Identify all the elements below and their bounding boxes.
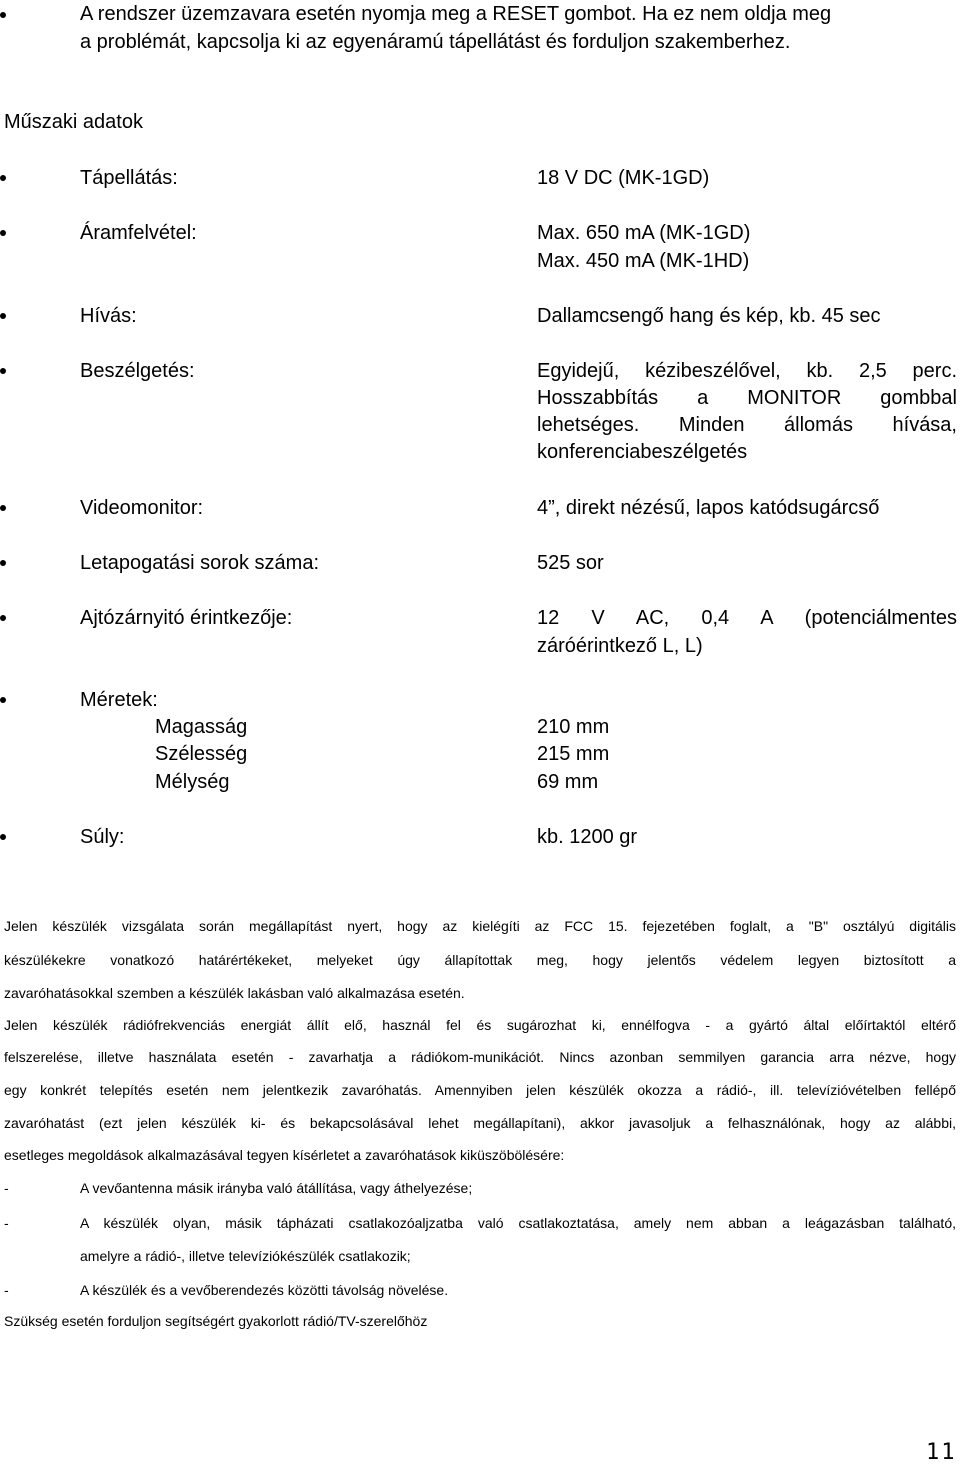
list-item-1: A vevőantenna másik irányba való átállítása, vagy áthelyezése; bbox=[80, 1180, 473, 1196]
spec-scan-value: 525 sor bbox=[537, 552, 604, 574]
spec-power-value: 18 V DC (MK-1GD) bbox=[537, 167, 710, 189]
spec-monitor-label: Videomonitor: bbox=[80, 497, 204, 519]
reset-instruction-line1: A rendszer üzemzavara esetén nyomja meg a RESET gombot. Ha ez nem oldja meg bbox=[80, 3, 832, 25]
spec-dims-width-value: 215 mm bbox=[537, 743, 610, 765]
list-dash: - bbox=[4, 1282, 9, 1298]
fcc-p2-line-4: zavaróhatást (ezt jelen készülék ki- és bekapcsolásával lehet megállapítani), akkor javasoljuk a felhasználónak, hogy az alábbi, bbox=[4, 1115, 956, 1131]
fcc-p1-line-1: Jelen készülék vizsgálata során megállapítást nyert, hogy az kielégíti az FCC 15. fejezetében foglalt, a "B" osztályú digitális bbox=[4, 918, 956, 934]
reset-instruction-line2: a problémát, kapcsolja ki az egyenáramú tápellátást és forduljon szakemberhez. bbox=[80, 31, 791, 53]
spec-talk-line-3: lehetséges. Minden állomás hívása, bbox=[537, 414, 957, 436]
spec-power-label: Tápellátás: bbox=[80, 167, 178, 189]
bullet-icon bbox=[0, 615, 6, 621]
bullet-icon bbox=[0, 834, 6, 840]
spec-current-label: Áramfelvétel: bbox=[80, 222, 197, 244]
spec-monitor-value: 4”, direkt nézésű, lapos katódsugárcső bbox=[537, 497, 880, 519]
spec-weight-label: Súly: bbox=[80, 826, 125, 848]
spec-dims-width-label: Szélesség bbox=[155, 743, 248, 765]
bullet-icon bbox=[0, 697, 6, 703]
spec-dims-label: Méretek: bbox=[80, 689, 158, 711]
fcc-p2-line-5: esetleges megoldások alkalmazásával tegyen kísérletet a zavaróhatások kiküszöbölésére: bbox=[4, 1147, 565, 1163]
spec-door-line-1: 12 V AC, 0,4 A (potenciálmentes bbox=[537, 607, 957, 629]
fcc-p2-line-1: Jelen készülék rádiófrekvenciás energiát állít elő, használ fel és sugározhat ki, ennélfogva - a gyártó által előírtaktól eltérő bbox=[4, 1017, 956, 1033]
bullet-icon bbox=[0, 12, 6, 18]
page-number: 11 bbox=[926, 1440, 957, 1465]
list-dash: - bbox=[4, 1215, 9, 1231]
closing-text: Szükség esetén forduljon segítségért gyakorlott rádió/TV-szerelőhöz bbox=[4, 1313, 428, 1329]
spec-talk-line-1: Egyidejű, kézibeszélővel, kb. 2,5 perc. bbox=[537, 360, 957, 382]
spec-dims-depth-value: 69 mm bbox=[537, 771, 599, 793]
bullet-icon bbox=[0, 175, 6, 181]
bullet-icon bbox=[0, 505, 6, 511]
fcc-p2-line-3: egy konkrét telepítés esetén nem jelentkezik zavaróhatás. Amennyiben jelen készülék okozza a rádió-, ill. televízióvételben fellépő bbox=[4, 1082, 956, 1098]
spec-dims-height-value: 210 mm bbox=[537, 716, 610, 738]
fcc-p1-line-2: készülékekre vonatkozó határértékeket, melyeket úgy állapítottak meg, hogy jelentős védelem legyen biztosított a bbox=[4, 952, 956, 968]
bullet-icon bbox=[0, 230, 6, 236]
list-item-3: A készülék és a vevőberendezés közötti távolság növelése. bbox=[80, 1282, 449, 1298]
bullet-icon bbox=[0, 560, 6, 566]
bullet-icon bbox=[0, 313, 6, 319]
spec-door-label: Ajtózárnyitó érintkezője: bbox=[80, 607, 293, 629]
list-item-2-line-2: amelyre a rádió-, illetve televíziókészülék csatlakozik; bbox=[80, 1248, 411, 1264]
spec-dims-depth-label: Mélység bbox=[155, 771, 230, 793]
spec-talk-line-4: konferenciabeszélgetés bbox=[537, 441, 748, 463]
fcc-p1-line-3: zavaróhatásokkal szemben a készülék lakásban való alkalmazása esetén. bbox=[4, 985, 465, 1001]
spec-talk-line-2: Hosszabbítás a MONITOR gombbal bbox=[537, 387, 957, 409]
bullet-icon bbox=[0, 368, 6, 374]
spec-current-value-1: Max. 650 mA (MK-1GD) bbox=[537, 222, 751, 244]
spec-door-line-2: záróérintkező L, L) bbox=[537, 635, 703, 657]
section-title: Műszaki adatok bbox=[4, 111, 143, 133]
spec-scan-label: Letapogatási sorok száma: bbox=[80, 552, 320, 574]
spec-current-value-2: Max. 450 mA (MK-1HD) bbox=[537, 250, 750, 272]
list-dash: - bbox=[4, 1180, 9, 1196]
spec-dims-height-label: Magasság bbox=[155, 716, 248, 738]
spec-call-value: Dallamcsengő hang és kép, kb. 45 sec bbox=[537, 305, 881, 327]
fcc-p2-line-2: felszerelése, illetve használata esetén - zavarhatja a rádiókom-munikációt. Nincs azonban semmilyen garancia arra nézve, hogy bbox=[4, 1049, 956, 1065]
list-item-2-line-1: A készülék olyan, másik tápházati csatlakozóaljzatba való csatlakoztatása, amely nem abban a leágazásban található, bbox=[80, 1215, 956, 1231]
spec-weight-value: kb. 1200 gr bbox=[537, 826, 638, 848]
spec-call-label: Hívás: bbox=[80, 305, 137, 327]
spec-talk-label: Beszélgetés: bbox=[80, 360, 195, 382]
